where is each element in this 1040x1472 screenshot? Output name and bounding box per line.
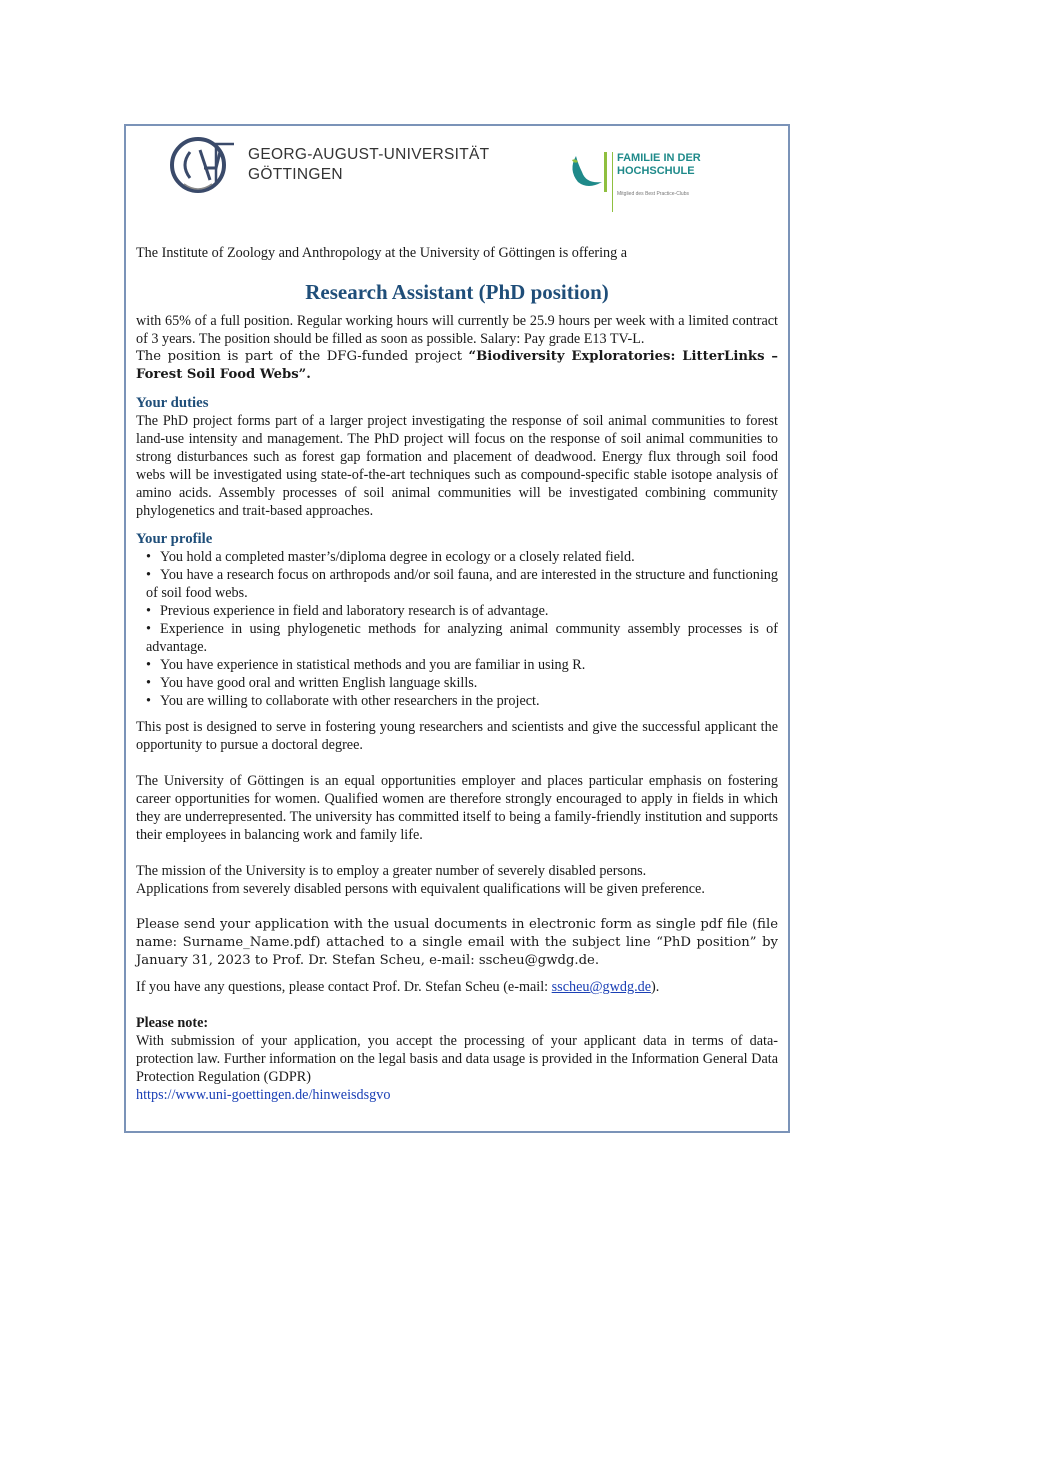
family-logo-subline: Mitglied des Best Practice-Clubs xyxy=(617,191,689,197)
post-text: This post is designed to serve in fostering young researchers and scientists and give the successful applicant the opportunity to pursue a doctoral degree. xyxy=(136,719,778,753)
family-logo-line2: HOCHSCHULE xyxy=(617,165,695,177)
contact-email-link[interactable]: sscheu@gwdg.de xyxy=(551,979,652,995)
position-details: with 65% of a full position. Regular working hours will currently be 25.9 hours per week with a limited contract of 3 years. The position should be filled as soon as possible. Salary: Pay grade E13 TV-L. xyxy=(136,313,778,347)
list-item xyxy=(136,602,778,620)
profile-list xyxy=(136,548,778,710)
university-name-line1: GEORG-AUGUST-UNIVERSITÄT xyxy=(248,146,490,163)
bullet: • xyxy=(146,657,151,673)
list-item-text: Experience in using phylogenetic methods for analyzing animal community assembly processes is of advantage. xyxy=(146,621,778,655)
bullet: • xyxy=(146,675,151,691)
list-item xyxy=(136,674,778,692)
bullet: • xyxy=(146,567,151,583)
family-logo-mark-icon xyxy=(566,152,608,192)
university-logo xyxy=(170,132,510,198)
list-item-text: You are willing to collaborate with other researchers in the project. xyxy=(160,693,540,709)
list-item xyxy=(136,566,778,602)
bullet: • xyxy=(146,621,151,637)
list-item-text: Previous experience in field and laboratory research is of advantage. xyxy=(160,603,549,619)
contact-prefix: If you have any questions, please contact Prof. Dr. Stefan Scheu (e-mail: xyxy=(136,979,552,995)
family-logo-text xyxy=(612,152,701,212)
university-name-line2: GÖTTINGEN xyxy=(248,166,343,183)
mission-line1: The mission of the University is to employ a greater number of severely disabled persons. xyxy=(136,863,647,879)
logo-header xyxy=(136,126,778,236)
position-title: Research Assistant (PhD position) xyxy=(305,280,609,304)
university-seal-icon xyxy=(170,132,236,198)
list-item-text: You have good oral and written English language skills. xyxy=(160,675,478,691)
list-item xyxy=(136,692,778,710)
bullet: • xyxy=(146,693,151,709)
job-posting-frame xyxy=(124,124,790,1133)
profile-heading: Your profile xyxy=(136,531,213,547)
duties-text: The PhD project forms part of a larger project investigating the response of soil animal communities to forest land-use intensity and management. The PhD project will focus on the response of soil animal communities to strong disturbances such as forest gap formation and placement of deadwood. Energy flux through soil food webs will be investigated using state-of-the-art techniques such as compound-specific stable isotope analysis of amino acids. Assembly processes of soil animal communities will be investigated combining community phylogenetics and trait-based approaches. xyxy=(136,413,778,519)
note-url[interactable] xyxy=(136,1086,778,1104)
list-item xyxy=(136,620,778,656)
list-item-text: You have experience in statistical methods and you are familiar in using R. xyxy=(160,657,586,673)
job-posting-content xyxy=(136,126,778,1104)
university-name xyxy=(248,145,489,185)
contact-suffix: ). xyxy=(651,979,660,995)
note-heading xyxy=(136,1014,778,1032)
list-item xyxy=(136,548,778,566)
application-instructions: Please send your application with the usual documents in electronic form as single pdf file (file name: Surname_Name.pdf) attached to a single email with the subject line “PhD position” by January 31, 2023 to Prof. Dr. Stefan Scheu, e-mail: sscheu@gwdg.de. xyxy=(136,917,778,968)
mission-line2: Applications from severely disabled persons with equivalent qualifications will be given preference. xyxy=(136,881,705,897)
project-info-prefix: The position is part of the DFG-funded project xyxy=(136,349,469,364)
project-info xyxy=(136,348,778,384)
contact-text xyxy=(136,978,778,996)
project-name: “Biodiversity Exploratories: LitterLinks – Forest Soil Food Webs”. xyxy=(136,349,778,382)
bullet: • xyxy=(146,603,151,619)
family-logo-line1: FAMILIE IN DER xyxy=(617,152,701,164)
note-text: With submission of your application, you accept the processing of your applicant data in terms of data-protection law. Further information on the legal basis and data usage is provided in the Information General Data Protection Regulation (GDPR) xyxy=(136,1033,778,1085)
family-university-logo xyxy=(566,152,706,212)
intro-text: The Institute of Zoology and Anthropology at the University of Göttingen is offering a xyxy=(136,245,628,261)
note-heading-text: Please note: xyxy=(136,1015,209,1031)
bullet: • xyxy=(146,549,151,565)
duties-heading: Your duties xyxy=(136,395,209,411)
list-item-text: You have a research focus on arthropods and/or soil fauna, and are interested in the structure and functioning of soil food webs. xyxy=(146,567,778,601)
list-item-text: You hold a completed master’s/diploma degree in ecology or a closely related field. xyxy=(160,549,635,565)
privacy-url-link[interactable]: https://www.uni-goettingen.de/hinweisdsgvo xyxy=(136,1087,391,1103)
list-item xyxy=(136,656,778,674)
equal-opportunity-text: The University of Göttingen is an equal opportunities employer and places particular emphasis on fostering career opportunities for women. Qualified women are therefore strongly encouraged to apply in fields in which they are underrepresented. The university has committed itself to being a family-friendly institution and supports their employees in balancing work and family life. xyxy=(136,773,778,843)
